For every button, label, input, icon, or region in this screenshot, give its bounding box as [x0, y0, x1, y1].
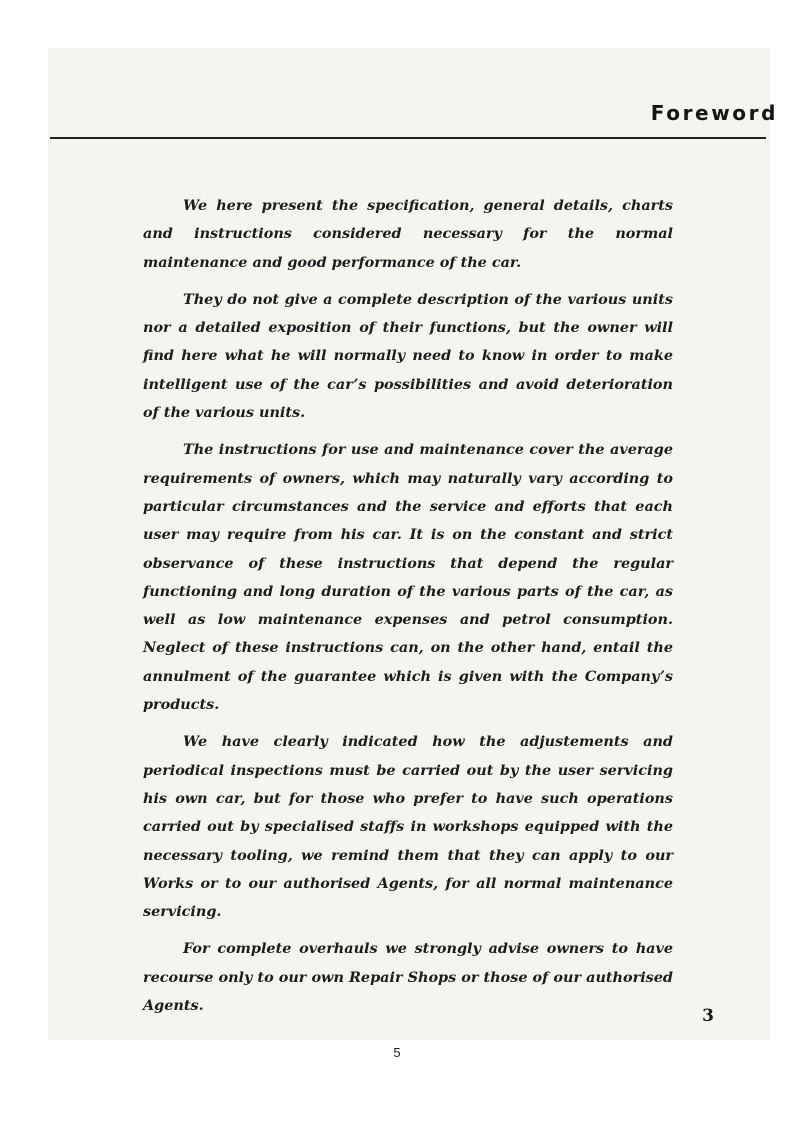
pdf-page-number: 5 [393, 1045, 401, 1060]
printed-page-number: 3 [702, 1006, 714, 1026]
paragraph-2: They do not give a complete description of the various units nor a detailed exposition of their functions, but the owner will find here what he will normally need to know in order to make intelligent use of the car’s possibilities and avoid deterioration of the various units. [143, 290, 673, 422]
paragraph-4: We have clearly indicated how the adjustements and periodical inspections must be carried out by the user servicing his own car, but for those who prefer to have such operations carried out by specialised staffs in workshops equipped with the necessary tooling, we remind them that they can apply to our Works or to our authorised Agents, for all normal maintenance servicing. [143, 733, 673, 921]
scanned-page [48, 48, 778, 1040]
page-heading: Foreword [650, 101, 778, 125]
paragraph-3: The instructions for use and maintenance cover the average requirements of owners, which may naturally vary according to particular circumstances and the service and efforts that each user may require from his car. It is on the constant and strict observance of these instructions that depend the regular functioning and long duration of the various parts of the car, as well as low maintenance expenses and petrol consumption. Neglect of these instructions can, on the other hand, entail the annulment of the guarantee which is given with the Company’s products. [143, 441, 673, 714]
paragraph-1: We here present the specification, general details, charts and instructions considered necessary for the normal maintenance and good performance of the car. [143, 197, 673, 271]
paragraph-5: For complete overhauls we strongly advise owners to have recourse only to our own Repair Shops or those of our authorised Agents. [143, 940, 673, 1015]
foreword-body [143, 192, 673, 1029]
heading-rule [50, 137, 766, 139]
